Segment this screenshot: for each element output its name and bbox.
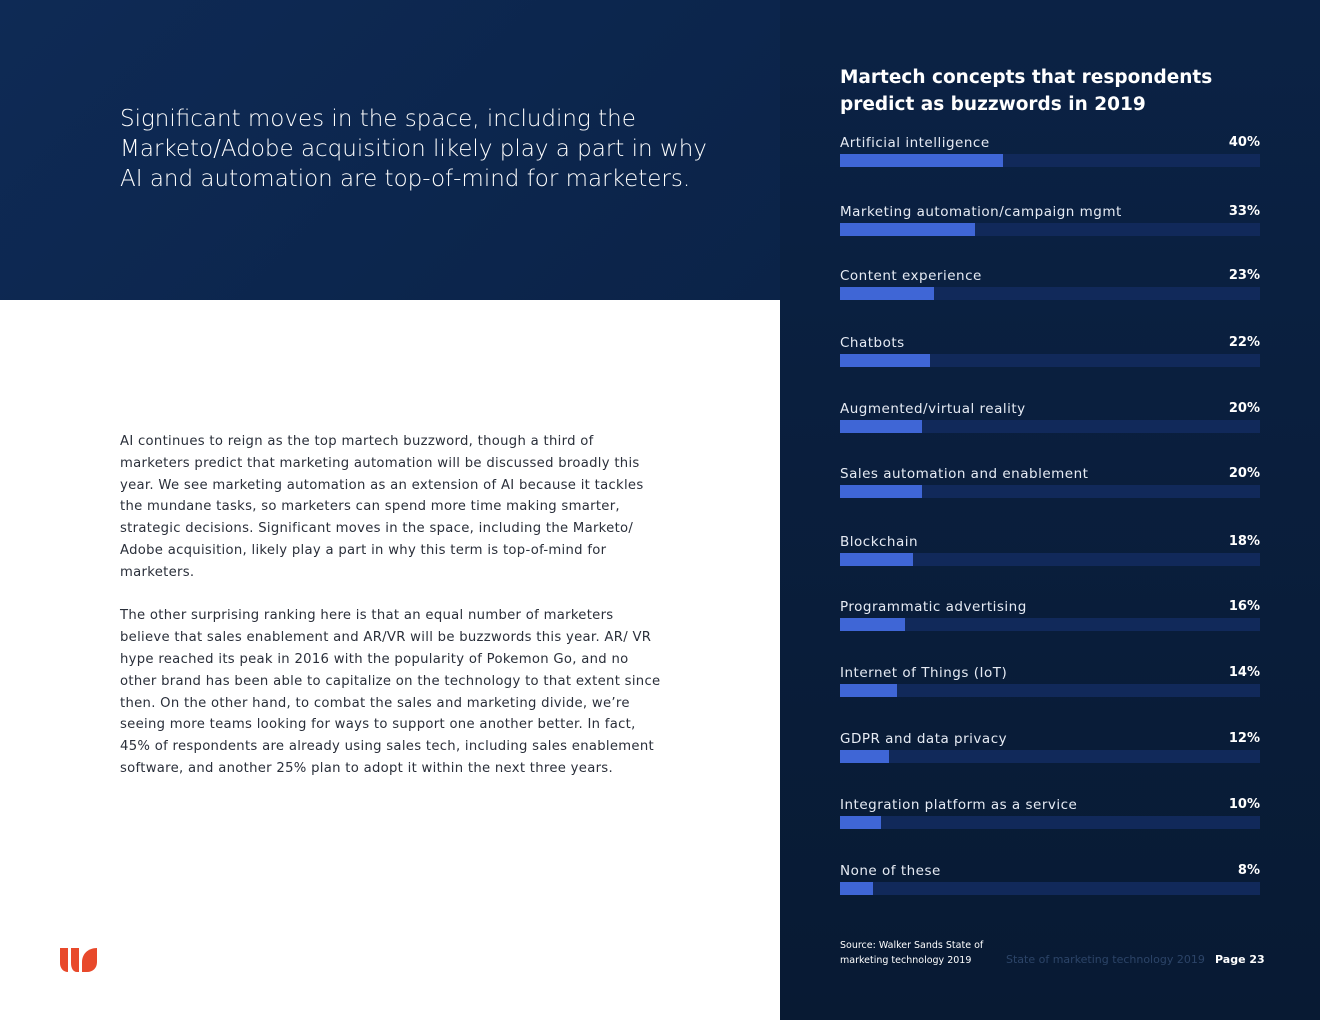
bar-row bbox=[840, 135, 1260, 151]
bar-label: Integration platform as a service bbox=[840, 797, 1078, 813]
bar bbox=[840, 553, 913, 566]
bar-track bbox=[840, 485, 1260, 498]
bar-row bbox=[840, 534, 1260, 550]
bar-track bbox=[840, 553, 1260, 566]
bar-row bbox=[840, 466, 1260, 482]
bar-row bbox=[840, 797, 1260, 813]
bar-row bbox=[840, 665, 1260, 681]
bar-label: Augmented/virtual reality bbox=[840, 401, 1026, 417]
bar-value-label: 12% bbox=[1228, 731, 1260, 746]
bar-row bbox=[840, 204, 1260, 220]
bar bbox=[840, 684, 897, 697]
paragraph: The other surprising ranking here is that an equal number of marketers believe that sales enablement and AR/VR will be buzzwords this year. AR/ VR hype reached its peak in 2016 with the popularity of Pokemon Go, and no other brand has been able to capitalize on the technology to that extent since then. On the other hand, to combat the sales and marketing divide, we’re seeing more teams looking for ways to support one another better. In fact, 45% of respondents are already using sales tech, including sales enablement software, and another 25% plan to adopt it within the next three years. bbox=[120, 608, 661, 776]
chart-title: Martech concepts that respondents predict as buzzwords in 2019 bbox=[840, 67, 1213, 115]
bar-value-label: 20% bbox=[1228, 401, 1260, 416]
bar-track bbox=[840, 684, 1260, 697]
bar-label: GDPR and data privacy bbox=[840, 731, 1008, 747]
bar bbox=[840, 485, 922, 498]
bar-track bbox=[840, 882, 1260, 895]
bar-label: None of these bbox=[840, 863, 941, 879]
bar-label: Programmatic advertising bbox=[840, 599, 1027, 615]
bar-row bbox=[840, 863, 1260, 879]
bar-row bbox=[840, 731, 1260, 747]
bar-row bbox=[840, 268, 1260, 284]
bar-track bbox=[840, 223, 1260, 236]
source-note: Source: Walker Sands State of marketing technology 2019 bbox=[840, 940, 984, 966]
headline: Significant moves in the space, including the Marketo/Adobe acquisition likely play a part in why AI and automation are top-of-mind for marketers. bbox=[120, 106, 707, 192]
bar-label: Marketing automation/campaign mgmt bbox=[840, 204, 1122, 220]
publication-title: State of marketing technology 2019 bbox=[1006, 953, 1205, 966]
bar-value-label: 8% bbox=[1237, 863, 1260, 878]
bar-label: Artificial intelligence bbox=[840, 135, 990, 151]
bar-track bbox=[840, 287, 1260, 300]
bar bbox=[840, 618, 905, 631]
walker-sands-logo bbox=[60, 948, 98, 972]
bar-label: Content experience bbox=[840, 268, 982, 284]
bar bbox=[840, 287, 934, 300]
bar-label: Blockchain bbox=[840, 534, 919, 550]
bar-value-label: 18% bbox=[1228, 534, 1260, 549]
bar-value-label: 33% bbox=[1228, 204, 1260, 219]
bar bbox=[840, 223, 975, 236]
bar-value-label: 22% bbox=[1228, 335, 1260, 350]
bar bbox=[840, 354, 930, 367]
bar bbox=[840, 816, 881, 829]
bar-value-label: 16% bbox=[1228, 599, 1260, 614]
page-number: Page 23 bbox=[1215, 953, 1265, 966]
bar-row bbox=[840, 335, 1260, 351]
bar-track bbox=[840, 420, 1260, 433]
bar-row bbox=[840, 599, 1260, 615]
body-text bbox=[120, 431, 665, 802]
bar-value-label: 10% bbox=[1228, 797, 1260, 812]
bar-track bbox=[840, 618, 1260, 631]
bar-value-label: 23% bbox=[1228, 268, 1260, 283]
bar bbox=[840, 154, 1003, 167]
bar bbox=[840, 882, 873, 895]
bar bbox=[840, 750, 889, 763]
bar-track bbox=[840, 816, 1260, 829]
paragraph: AI continues to reign as the top martech buzzword, though a third of marketers predict that marketing automation will be discussed broadly this year. We see marketing automation as an extension of AI because it tackles the mundane tasks, so marketers can spend more time making smarter, strategic decisions. Significant moves in the space, including the Marketo/ Adobe acquisition, likely play a part in why this term is top-of-mind for marketers. bbox=[120, 434, 644, 580]
bar-track bbox=[840, 750, 1260, 763]
bar-value-label: 20% bbox=[1228, 466, 1260, 481]
bar-value-label: 14% bbox=[1228, 665, 1260, 680]
bar-track bbox=[840, 354, 1260, 367]
bar-label: Internet of Things (IoT) bbox=[840, 665, 1008, 681]
bar-value-label: 40% bbox=[1228, 135, 1260, 150]
bar-row bbox=[840, 401, 1260, 417]
bar-label: Sales automation and enablement bbox=[840, 466, 1089, 482]
bar-track bbox=[840, 154, 1260, 167]
bar bbox=[840, 420, 922, 433]
bar-label: Chatbots bbox=[840, 335, 905, 351]
